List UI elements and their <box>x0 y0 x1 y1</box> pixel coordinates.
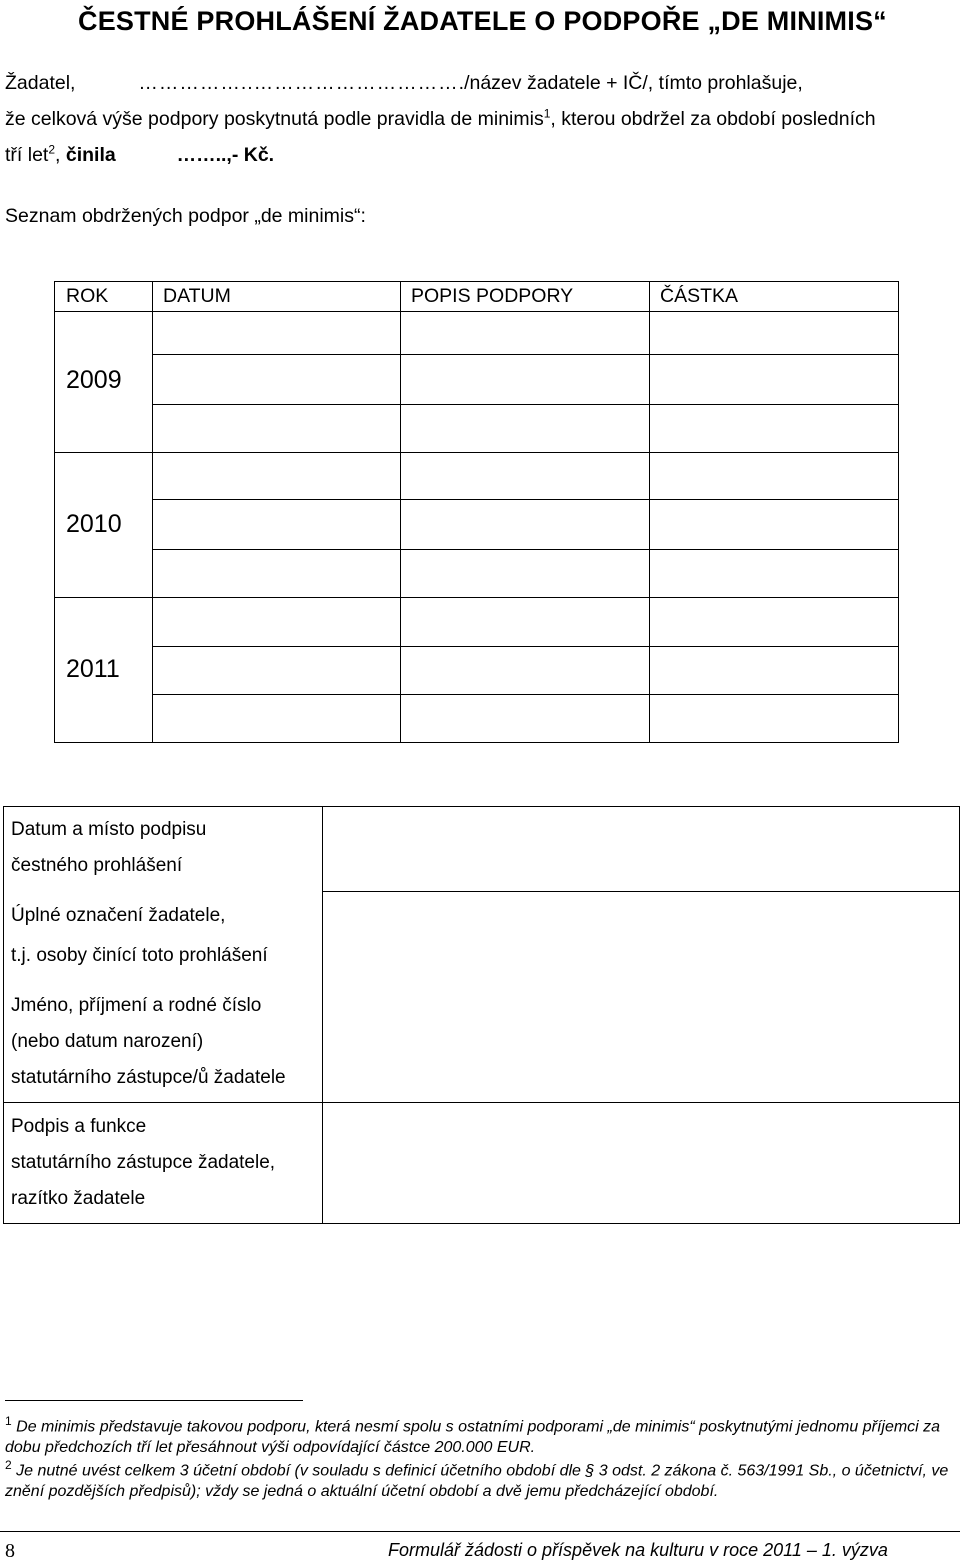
label-line: Podpis a funkce <box>11 1116 147 1137</box>
declaration-text: že celková výše podpory poskytnutá podle pravidla de minimis <box>5 108 544 130</box>
label-applicant-full-name <box>11 898 268 974</box>
year-2011: 2011 <box>66 655 120 683</box>
footnote-1-text: De minimis představuje takovou podporu, která nesmí spolu s ostatními podporami „de minimis“ poskytnutými jednomu příjemci za dobu předchozích tří let přesáhnout výši odpovídající částce 200.000 EUR. <box>5 1418 941 1457</box>
footnote-2-number: 2 <box>5 1458 12 1472</box>
label-signature-date-place <box>11 812 206 884</box>
col-header-date: DATUM <box>163 285 231 307</box>
label-line: Jméno, příjmení a rodné číslo <box>11 995 262 1016</box>
declaration-text-rest: , kterou obdržel za období posledních <box>550 108 876 130</box>
amount-blank: ……..,- Kč. <box>176 144 275 166</box>
applicant-name-hint: ./název žadatele + IČ/, tímto prohlašuje, <box>458 72 803 94</box>
label-line: statutárního zástupce/ů žadatele <box>11 1067 286 1088</box>
support-table <box>54 281 899 743</box>
year-2010: 2010 <box>66 510 122 538</box>
declaration-comma: , <box>55 144 61 166</box>
label-line: t.j. osoby činící toto prohlášení <box>11 945 268 966</box>
applicant-name-blank: ……………..………………………… <box>138 72 459 94</box>
footer-separator <box>0 1531 960 1532</box>
declaration-line-2 <box>5 108 876 131</box>
footnote-ref-2: 2 <box>48 142 56 157</box>
year-2009: 2009 <box>66 366 122 394</box>
page-number: 8 <box>5 1540 15 1562</box>
footnote-1-number: 1 <box>5 1414 12 1428</box>
page-title: ČESTNÉ PROHLÁŠENÍ ŽADATELE O PODPOŘE „DE MINIMIS“ <box>78 6 887 36</box>
footnote-ref-1: 1 <box>543 106 551 121</box>
footnote-2-text: Je nutné uvést celkem 3 účetní období (v souladu s definicí účetního období dle § 3 odst. 2 zákona č. 563/1991 Sb., o účetnictví, ve znění pozdějších předpisů); vždy se jedná o aktuální účetní období a dvě jemu předcházející období. <box>5 1462 949 1501</box>
label-line: Úplné označení žadatele, <box>11 905 226 926</box>
col-header-description: POPIS PODPORY <box>411 285 574 307</box>
footnote-2 <box>5 1455 955 1502</box>
label-line: razítko žadatele <box>11 1188 146 1209</box>
label-representative-identity <box>11 988 286 1096</box>
applicant-label: Žadatel, <box>5 72 76 94</box>
list-heading: Seznam obdržených podpor „de minimis“: <box>5 205 366 227</box>
col-header-year: ROK <box>66 285 109 307</box>
footnote-separator <box>5 1400 303 1401</box>
footnote-1 <box>5 1411 955 1458</box>
footer-text: Formulář žádosti o příspěvek na kulturu v roce 2011 – 1. výzva <box>388 1540 888 1560</box>
declaration-amount-label: činila <box>65 144 116 166</box>
label-signature-stamp <box>11 1109 275 1217</box>
declaration-line-3 <box>5 144 274 167</box>
label-line: čestného prohlášení <box>11 855 183 876</box>
declaration-line-1 <box>5 72 803 95</box>
declaration-years-text: tří let <box>5 144 49 166</box>
label-line: statutárního zástupce žadatele, <box>11 1152 276 1173</box>
col-header-amount: ČÁSTKA <box>660 285 739 307</box>
signature-table <box>3 806 960 1224</box>
label-line: Datum a místo podpisu <box>11 819 207 840</box>
label-line: (nebo datum narození) <box>11 1031 204 1052</box>
